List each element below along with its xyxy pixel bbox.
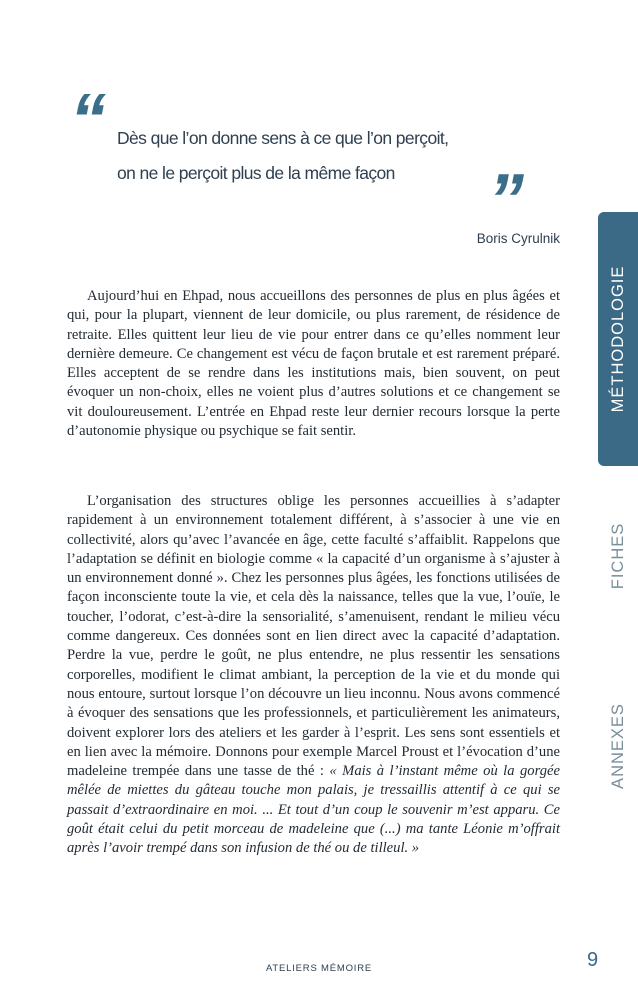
proust-quote: « Mais à l’instant même où la gorgée mêlée de miettes du gâteau touche mon palais, je tressaillis attentif à ce qui se passait d’extraordinaire en moi. ... Et tout d’un coup le souvenir m’est apparu. Ce goût était celui du petit morceau de madeleine que (...) ma tante Léonie m’offrait après l’avoir trempé dans son infusion de thé ou de tilleul. » xyxy=(67,763,560,857)
quote-open-mark: “ xyxy=(70,80,106,160)
page-number: 9 xyxy=(587,949,599,971)
body-text-block-1 xyxy=(67,287,560,441)
quote-author: Boris Cyrulnik xyxy=(476,231,560,246)
quote-close-mark: ” xyxy=(488,160,524,240)
tab-annexes[interactable]: ANNEXES xyxy=(609,703,627,789)
paragraph-2-text: L’organisation des structures oblige les personnes accueillies à s’adapter rapidement à un environnement totalement différent, à s’associer à une vie en collectivité, alors qu’avec l’avancée en âge, cette faculté s’affaiblit. Rappelons que l’adaptation se définit en biologie comme « la capacité d’un organisme à s’ajuster à un environnement donné ». Chez les personnes plus âgées, les fonctions utilisées de façon inconsciente toute la vie, et cela dès la naissance, telles que la vue, l’ouïe, le toucher, l’odorat, c’est-à-dire la sensorialité, s’amenuisent, rendant le milieu vécu comme dangereux. Ces données sont en lien direct avec la capacité d’adaptation. Perdre la vue, perdre le goût, ne plus entendre, ne plus ressentir les sensations corporelles, modifient le climat ambiant, la perception de la vie et du monde qui nous entoure, surtout lorsque l’on découvre un lieu inconnu. Nous avons commencé à évoquer des sensations que les professionnels, et particulièrement les animateurs, doivent explorer lors des ateliers et les garder à l’esprit. Les sens sont essentiels et en lien avec la mémoire. Donnons pour exemple Marcel Proust et l’évocation d’une madeleine trempée dans une tasse de thé : xyxy=(67,493,560,780)
tab-methodologie-label[interactable]: MÉTHODOLOGIE xyxy=(609,265,627,413)
quote-line-2: on ne le perçoit plus de la même façon xyxy=(117,163,395,183)
paragraph-1: Aujourd’hui en Ehpad, nous accueillons des personnes de plus en plus âgées et qui, pour la plupart, viennent de leur domicile, ou plus rarement, de résidence de retraite. Elles quittent leur lieu de vie pour entrer dans ce qu’elles nomment leur dernière demeure. Ce changement est vécu de façon brutale et est rarement préparé. Elles acceptent de se rendre dans les institutions mais, bien souvent, on peut évoquer un non-choix, elles ne voient plus d’autres solutions et ce changement se vit douloureusement. L’entrée en Ehpad reste leur dernier recours lorsque la perte d’autonomie physique ou psychique se fait sentir. xyxy=(67,288,560,440)
body-text-block-2 xyxy=(67,492,560,859)
tab-fiches[interactable]: FICHES xyxy=(609,522,627,590)
paragraph-2 xyxy=(67,492,560,859)
footer-title: ATELIERS MÉMOIRE xyxy=(265,963,373,974)
quote-line-1: Dès que l’on donne sens à ce que l’on perçoit, xyxy=(117,128,449,148)
